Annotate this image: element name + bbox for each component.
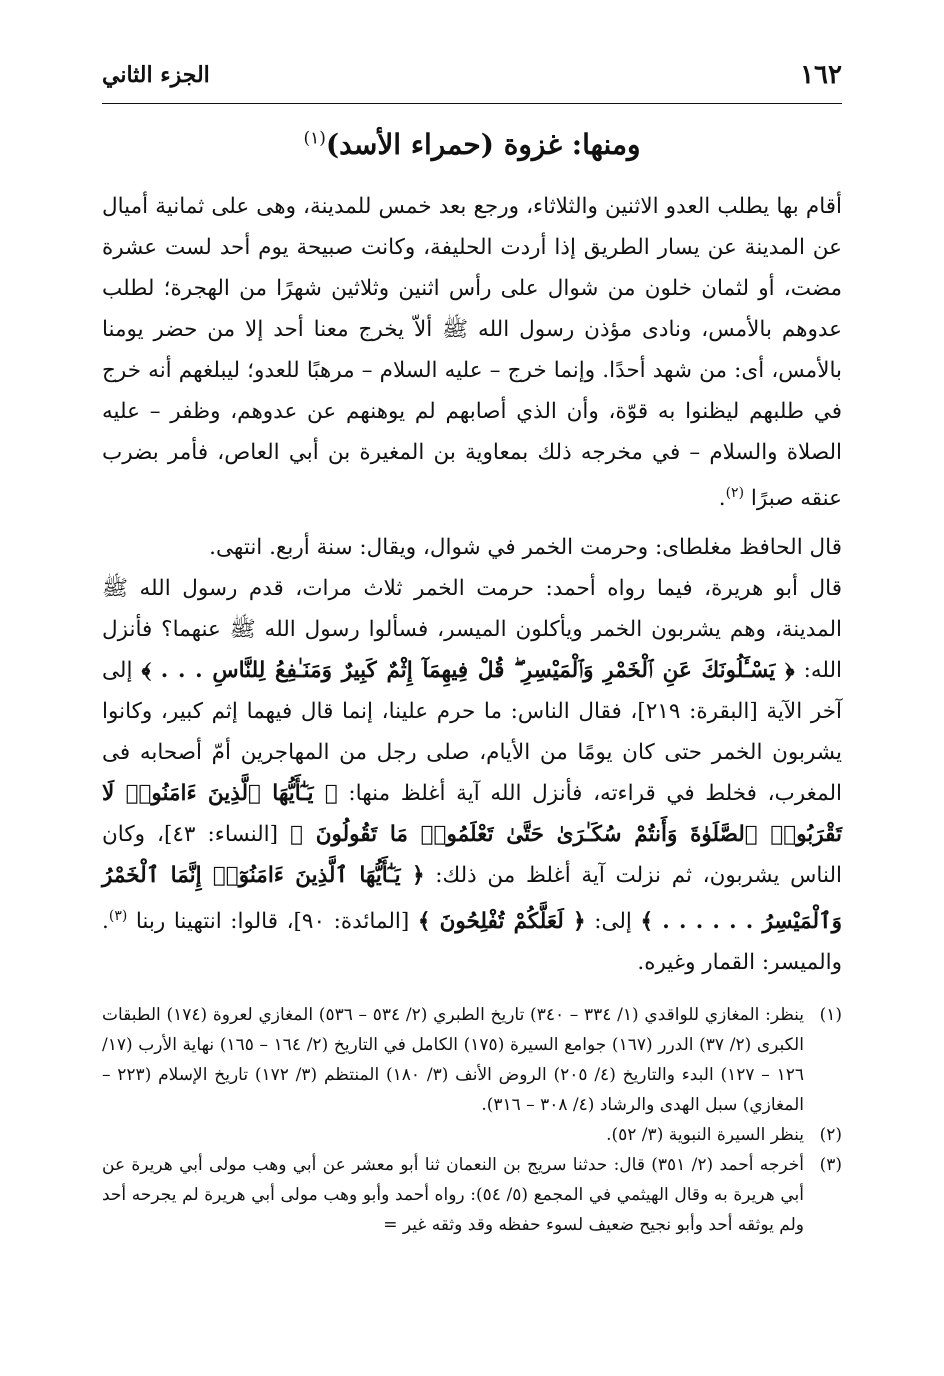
section-title — [102, 128, 842, 161]
footnote-number: (٣) — [819, 1155, 842, 1175]
footnote-number: (١) — [819, 1005, 842, 1025]
quran-verse: ﴿ لَعَلَّكُمْ تُفْلِحُونَ ﴾ — [417, 909, 586, 935]
text-segment: قال أبو هريرة، فيما رواه أحمد: حرمت الخمر ثلاث مرات، قدم رسول الله ﷺ المدينة، وهم يشربون الخمر ويأكلون الميسر، فسألوا رسول الله ﷺ عنهما؟ فأنزل الله: — [102, 576, 843, 684]
main-text — [102, 186, 842, 983]
quran-verse: ﴿ يَـٰٓأَيُّهَا ٱلَّذِينَ ءَامَنُوا۟ لَا تَقْرَبُوا۟ ٱلصَّلَوٰةَ وَأَنتُمْ سُكَـٰرَىٰ حَتَّىٰ تَعْلَمُوا۟ مَا تَقُولُونَ ﴾ — [102, 781, 843, 848]
quran-verse: ﴿ يَـٰٓأَيُّهَا ٱلَّذِينَ ءَامَنُوٓا۟ إِنَّمَا ٱلْخَمْرُ وَٱلْمَيْسِرُ . . . . . . ﴾ — [102, 863, 843, 935]
page-header — [102, 56, 842, 96]
text-segment: [النساء: ٤٣]، وكان الناس يشربون، ثم نزلت آية أغلظ من ذلك: — [102, 822, 842, 889]
footnote-ref: (٣) — [108, 908, 128, 925]
footnote-text: ينظر السيرة النبوية (٣/ ٥٢). — [606, 1125, 804, 1145]
footnote-text: ينظر: المغازي للواقدي (١/ ٣٣٤ – ٣٤٠) تاريخ الطبري (٢/ ٥٣٤ – ٥٣٦) المغازي لعروة (١٧٤) الطبقات الكبرى (٢/ ٣٧) الدرر (١٦٧) جوامع السيرة (١٧٥) الكامل في التاريخ (٢/ ١٦٤ – ١٦٥) نهاية الأرب (١٧/ ١٢٦ – ١٢٧) البدء والتاريخ (٤/ ٢٠٥) الروض الأنف (٣/ ١٨٠) المنتظم (٣/ ١٧٢) تاريخ الإسلام (٢٢٣ – المغازي) سبل الهدى والرشاد (٤/ ٣٠٨ – ٣١٦). — [102, 1005, 805, 1115]
footnotes — [102, 1000, 842, 1240]
footnote-number: (٢) — [819, 1125, 842, 1145]
running-title: الجزء الثاني — [102, 62, 210, 88]
header-rule — [102, 103, 842, 104]
text-segment: . — [718, 486, 726, 512]
footnote — [102, 1000, 842, 1120]
text-segment: إلى آخر الآية [البقرة: ٢١٩]، فقال الناس: ما حرم علينا، إنما قال فيهما إثم كبير، وكانوا يشربون الخمر حتى كان يومًا من الأيام، صلى رجل من المهاجرين أمّ أصحابه فى المغرب، فخلط في قراءته، فأنزل الله آية أغلظ منها: — [102, 658, 842, 807]
footnote-text: أخرجه أحمد (٢/ ٣٥١) قال: حدثنا سريج بن النعمان ثنا أبو معشر عن أبي وهب مولى أبي هريرة عن أبي هريرة به وقال الهيثمي في المجمع (٥/ ٥٤): رواه أحمد وأبو وهب مولى أبي هريرة لم يجرحه أحد ولم يوثقه أحد وأبو نجيح ضعيف لسوء حفظه وقد وثقه غير = — [102, 1155, 804, 1235]
footnote — [102, 1120, 842, 1150]
footnote-ref: (٢) — [725, 485, 745, 501]
quran-verse: ﴿ يَسْـَٔلُونَكَ عَنِ ٱلْخَمْرِ وَٱلْمَيْسِرِ ۖ قُلْ فِيهِمَآ إِثْمٌ كَبِيرٌ وَمَنَـٰفِعُ لِلنَّاسِ . . . ﴾ — [141, 658, 795, 684]
text-segment: أقام بها يطلب العدو الاثنين والثلاثاء، ورجع بعد خمس للمدينة، وهى على ثمانية أميال عن المدينة عن يسار الطريق إذا أردت الحليفة، وكانت صبيحة يوم أحد لست عشرة مضت، أو لثمان خلون من شوال على رأس اثنين وثلاثين شهرًا من الهجرة؛ لطلب عدوهم بالأمس، ونادى مؤذن رسول الله ﷺ ألاّ يخرج معنا أحد إلا من حضر يومنا بالأمس، أى: من شهد أحدًا. وإنما خرج – عليه السلام – مرهبًا للعدو؛ ليبلغهم أنه خرج في طلبهم ليظنوا به قوّة، وأن الذي أصابهم لم يوهنهم عن عدوهم، وظفر – عليه الصلاة والسلام – في مخرجه ذلك بمعاوية بن المغيرة بن أبي العاص، فأمر بضرب عنقه صبرًا — [102, 194, 842, 512]
section-title-footnote-ref: (١) — [303, 128, 326, 149]
section-title-text: ومنها: غزوة (حمراء الأسد) — [325, 128, 641, 161]
page-number: ١٦٢ — [800, 60, 842, 90]
paragraph — [102, 568, 842, 983]
paragraph — [102, 527, 842, 568]
text-segment: . والميسر: القمار وغيره. — [102, 909, 842, 976]
text-segment: إلى: — [585, 909, 641, 935]
footnote — [102, 1150, 842, 1240]
paragraph — [102, 186, 842, 519]
text-segment: قال الحافظ مغلطاى: وحرمت الخمر في شوال، ويقال: سنة أربع. انتهى. — [209, 535, 842, 561]
text-segment: [المائدة: ٩٠]، قالوا: انتهينا ربنا — [127, 909, 418, 935]
